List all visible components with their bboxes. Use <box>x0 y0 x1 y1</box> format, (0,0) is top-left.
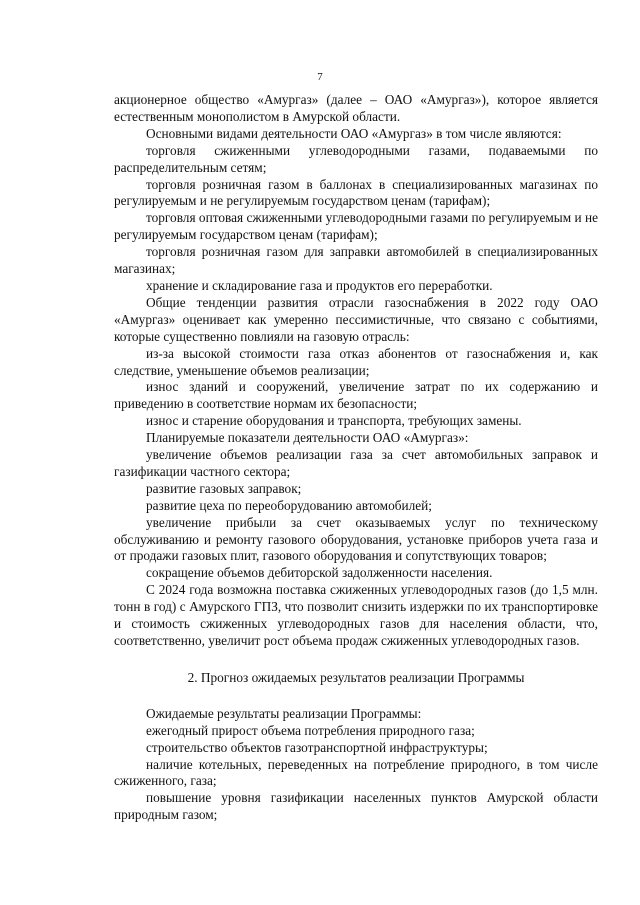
list-item: развитие цеха по переоборудованию автомобилей; <box>146 497 432 513</box>
list-item: торговля сжиженными углеводородными газами, подаваемыми по распределительным сетям; <box>114 142 598 175</box>
list-item: ежегодный прирост объема потребления природного газа; <box>146 722 475 738</box>
paragraph: Общие тенденции развития отрасли газоснабжения в 2022 году ОАО «Амургаз» оценивает как умеренно пессимистичные, что связано с событиями, которые существенно повлияли на газовую отрасль: <box>114 294 598 344</box>
list-item: строительство объектов газотранспортной инфраструктуры; <box>146 739 488 755</box>
list-item: из-за высокой стоимости газа отказ абонентов от газоснабжения и, как следствие, уменьшение объемов реализации; <box>114 345 598 378</box>
paragraph: Основными видами деятельности ОАО «Амургаз» в том числе являются: <box>146 125 562 141</box>
section-heading: 2. Прогноз ожидаемых результатов реализации Программы <box>187 669 525 685</box>
list-item: наличие котельных, переведенных на потребление природного, в том числе сжиженного, газа; <box>114 756 598 789</box>
paragraph: Ожидаемые результаты реализации Программы: <box>146 705 422 721</box>
paragraph: С 2024 года возможна поставка сжиженных углеводородных газов (до 1,5 млн. тонн в год) с Амурского ГПЗ, что позволит снизить издержки по их транспортировке и стоимость сжиженных углеводородных газов для населения области, что, соответственно, увеличит рост объема продаж сжиженных углеводородных газов. <box>114 582 598 648</box>
list-item: развитие газовых заправок; <box>146 480 302 496</box>
list-item: торговля розничная газом для заправки автомобилей в специализированных магазинах; <box>114 244 598 277</box>
paragraph: акционерное общество «Амургаз» (далее – ОАО «Амургаз»), которое является естественным монополистом в Амурской области. <box>114 92 598 124</box>
list-item: торговля розничная газом в баллонах в специализированных магазинах по регулируемым и не регулируемым государством ценам (тарифам); <box>114 176 598 209</box>
document-body <box>114 92 598 824</box>
list-item: износ и старение оборудования и транспорта, требующих замены. <box>146 413 522 429</box>
list-item: торговля оптовая сжиженными углеводородными газами по регулируемым и не регулируемым государством ценам (тарифам); <box>114 210 598 243</box>
list-item: износ зданий и сооружений, увеличение затрат по их содержанию и приведению в соответствие нормам их безопасности; <box>114 379 598 412</box>
list-item: повышение уровня газификации населенных пунктов Амурской области природным газом; <box>114 790 598 823</box>
list-item: хранение и складирование газа и продуктов его переработки. <box>146 277 493 293</box>
page-number: 7 <box>317 71 323 83</box>
list-item: увеличение объемов реализации газа за счет автомобильных заправок и газификации частного сектора; <box>114 447 598 479</box>
paragraph: Планируемые показатели деятельности ОАО «Амургаз»: <box>146 430 469 446</box>
list-item: увеличение прибыли за счет оказываемых услуг по техническому обслуживанию и ремонту газового оборудования, установке приборов учета газа и от продажи газовых плит, газового оборудования и сопутствующих товаров; <box>114 514 598 564</box>
list-item: сокращение объемов дебиторской задолженности населения. <box>146 565 493 581</box>
